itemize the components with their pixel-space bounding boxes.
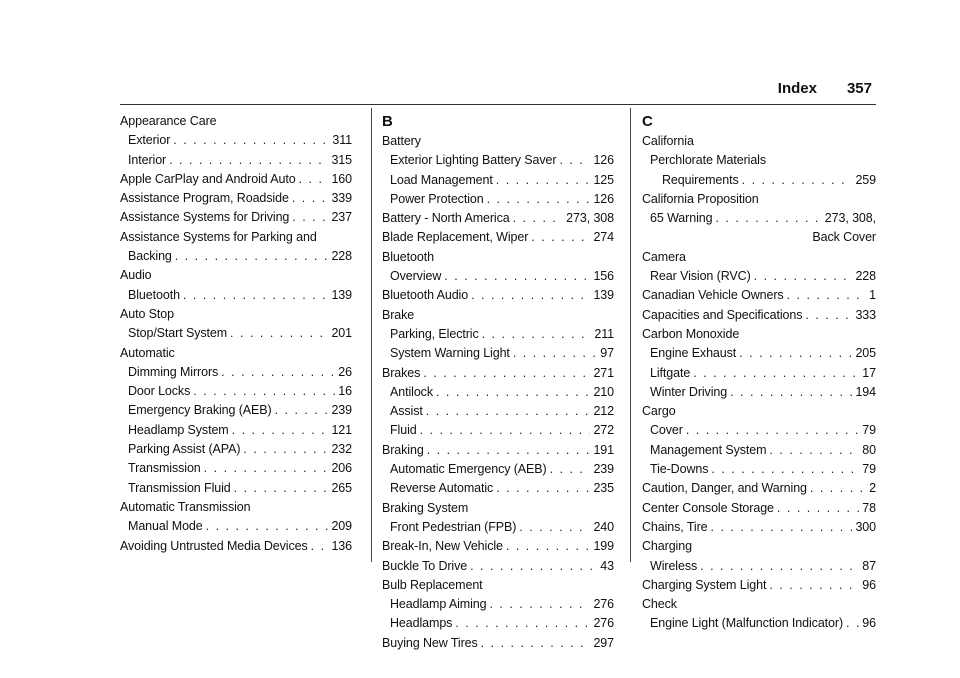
entry-page-ref: 126 (593, 153, 614, 168)
entry-term: Dimming Mirrors (128, 364, 219, 379)
dot-leader (426, 402, 591, 421)
index-entry (642, 402, 876, 421)
entry-term: Capacities and Specifications (642, 307, 803, 322)
index-entry (382, 595, 614, 614)
entry-page-ref: 96 (862, 577, 876, 592)
entry-term: Auto Stop (120, 306, 175, 321)
entry-page-ref: 139 (331, 287, 352, 302)
index-entry (382, 209, 614, 228)
entry-term: Automatic Emergency (AEB) (390, 462, 547, 477)
index-entry (120, 112, 352, 131)
entry-term: Battery (382, 134, 421, 148)
index-entry (120, 363, 352, 382)
entry-page-ref: 156 (593, 269, 614, 284)
index-entry (382, 171, 614, 190)
dot-leader (292, 189, 329, 208)
column-divider (371, 108, 372, 562)
entry-term: Emergency Braking (AEB) (128, 403, 272, 418)
entry-page-ref: 125 (593, 172, 614, 187)
index-entry (382, 132, 614, 151)
entry-term: Cover (650, 423, 683, 438)
index-entry (382, 306, 614, 325)
entry-page-ref: 311 (332, 133, 352, 148)
index-entry (120, 324, 352, 343)
dot-leader (427, 441, 591, 460)
entry-page-ref: 300 (855, 519, 876, 534)
entry-term: Charging (642, 539, 692, 554)
dot-leader (754, 267, 853, 286)
dot-leader (230, 324, 328, 343)
entry-term: Exterior (128, 133, 171, 148)
index-entry (642, 325, 876, 344)
index-entry (642, 518, 876, 537)
entry-term: Check (642, 597, 677, 612)
entry-page-ref: 274 (593, 230, 614, 245)
dot-leader (193, 382, 335, 401)
index-entry (120, 305, 352, 324)
index-entry (642, 479, 876, 498)
entry-page-ref: Back Cover (812, 230, 876, 245)
index-entry (382, 518, 614, 537)
entry-page-ref: 339 (331, 191, 352, 206)
index-entry (120, 479, 352, 498)
entry-term: Tie-Downs (650, 462, 709, 477)
entry-term: Apple CarPlay and Android Auto (120, 171, 296, 186)
entry-term: Exterior Lighting Battery Saver (390, 153, 557, 168)
entry-page-ref: 239 (593, 462, 614, 477)
dot-leader (275, 401, 329, 420)
entry-term: Brake (382, 307, 415, 322)
index-entry (382, 228, 614, 247)
entry-term: Avoiding Untrusted Media Devices (120, 538, 308, 553)
index-entry (382, 537, 614, 556)
index-entry (120, 421, 352, 440)
entry-page-ref: 315 (331, 152, 352, 167)
dot-leader (810, 479, 866, 498)
dot-leader (496, 171, 591, 190)
dot-leader (444, 267, 590, 286)
dot-leader (169, 151, 328, 170)
entry-page-ref: 206 (331, 461, 352, 476)
entry-page-ref: 210 (593, 384, 614, 399)
entry-term: Assistance Program, Roadside (120, 191, 289, 206)
index-entry (642, 557, 876, 576)
entry-term: Overview (390, 269, 442, 284)
entry-term: Liftgate (650, 365, 691, 380)
entry-page-ref: 237 (331, 210, 352, 225)
entry-term: Braking (382, 442, 424, 457)
dot-leader (777, 499, 859, 518)
index-entry (120, 208, 352, 227)
entry-page-ref: 79 (862, 462, 876, 477)
index-entry (382, 441, 614, 460)
dot-leader (519, 518, 590, 537)
index-entry (382, 634, 614, 653)
index-entry (382, 383, 614, 402)
index-entry (642, 421, 876, 440)
entry-term: Parking Assist (APA) (128, 442, 241, 457)
index-entry (642, 576, 876, 595)
entry-page-ref: 333 (855, 307, 876, 322)
entry-page-ref: 79 (862, 423, 876, 438)
dot-leader (513, 344, 597, 363)
dot-leader (489, 595, 590, 614)
dot-leader (715, 209, 821, 228)
entry-term: Antilock (390, 384, 433, 399)
index-entry (642, 614, 876, 633)
index-entry (642, 132, 876, 151)
dot-leader (769, 576, 859, 595)
index-entry (120, 170, 352, 189)
index-entry (120, 440, 352, 459)
index-entry (120, 266, 352, 285)
dot-leader (221, 363, 335, 382)
index-column-c (642, 112, 876, 634)
dot-leader (292, 208, 328, 227)
dot-leader (175, 247, 329, 266)
dot-leader (436, 383, 590, 402)
section-letter-b: B (382, 113, 393, 130)
dot-leader (420, 421, 591, 440)
entry-term: Assistance Systems for Parking and (120, 229, 317, 244)
entry-page-ref: 78 (862, 500, 876, 515)
dot-leader (742, 171, 853, 190)
index-entry (120, 247, 352, 266)
index-entry (120, 228, 352, 247)
section-letter-c: C (642, 113, 653, 130)
index-entry (120, 401, 352, 420)
index-entry (120, 131, 352, 150)
index-entry (120, 537, 352, 556)
entry-page-ref: 194 (855, 384, 876, 399)
dot-leader (846, 614, 859, 633)
entry-term: Brakes (382, 365, 421, 380)
entry-page-ref: 235 (593, 481, 614, 496)
entry-term: Canadian Vehicle Owners (642, 288, 784, 303)
entry-page-ref: 2 (869, 481, 876, 496)
index-entry (382, 267, 614, 286)
entry-page-ref: 272 (593, 423, 614, 438)
entry-page-ref: 276 (593, 616, 614, 631)
entry-page-ref: 201 (331, 326, 352, 341)
dot-leader (769, 441, 859, 460)
entry-page-ref: 80 (862, 442, 876, 457)
index-entry (120, 189, 352, 208)
index-entry (642, 364, 876, 383)
dot-leader (711, 460, 859, 479)
entry-term: Carbon Monoxide (642, 326, 740, 341)
index-entry (642, 383, 876, 402)
index-entry (382, 325, 614, 344)
entry-page-ref: 96 (862, 616, 876, 631)
index-entry (642, 286, 876, 305)
index-entry (120, 344, 352, 363)
index-entry (642, 190, 876, 209)
entry-term: Bluetooth Audio (382, 288, 469, 303)
dot-leader (206, 517, 329, 536)
index-entry (382, 190, 614, 209)
index-entry (382, 402, 614, 421)
entry-term: Assistance Systems for Driving (120, 210, 290, 225)
dot-leader (482, 325, 592, 344)
dot-leader (730, 383, 852, 402)
entry-page-ref: 273, 308, (824, 211, 876, 226)
index-entry (382, 576, 614, 595)
dot-leader (559, 151, 590, 170)
index-entry (642, 306, 876, 325)
entry-term: Audio (120, 268, 152, 283)
entry-page-ref: 240 (593, 519, 614, 534)
entry-term: Stop/Start System (128, 326, 228, 341)
index-entry (642, 171, 876, 190)
entry-term: Camera (642, 249, 686, 264)
index-entry (642, 441, 876, 460)
entry-page-ref: 139 (593, 288, 614, 303)
index-entry (382, 344, 614, 363)
entry-page-ref: 259 (855, 172, 876, 187)
entry-term: Load Management (390, 172, 493, 187)
entry-term: Break-In, New Vehicle (382, 539, 503, 554)
entry-page-ref: 16 (338, 384, 352, 399)
entry-term: Bulb Replacement (382, 577, 483, 592)
dot-leader (805, 306, 852, 325)
dot-leader (232, 421, 329, 440)
column-divider (630, 108, 631, 562)
entry-term: California (642, 134, 694, 148)
dot-leader (487, 190, 591, 209)
entry-page-ref: 232 (331, 442, 352, 457)
index-entry (120, 151, 352, 170)
entry-page-ref: 160 (331, 171, 352, 186)
entry-term: Braking System (382, 500, 469, 515)
entry-page-ref: 265 (331, 480, 352, 495)
dot-leader (470, 557, 597, 576)
page-header (0, 80, 872, 97)
entry-term: 65 Warning (650, 211, 713, 226)
entry-term: Engine Light (Malfunction Indicator) (650, 616, 844, 631)
index-entry (382, 614, 614, 633)
index-entry (642, 248, 876, 267)
entry-page-ref: 228 (855, 269, 876, 284)
entry-page-ref: 121 (331, 422, 352, 437)
index-entry (120, 382, 352, 401)
dot-leader (311, 537, 329, 556)
entry-term: Winter Driving (650, 384, 728, 399)
index-entry (642, 344, 876, 363)
entry-page-ref: 239 (331, 403, 352, 418)
entry-term: Door Locks (128, 384, 191, 399)
entry-page-ref: 271 (593, 365, 614, 380)
dot-leader (481, 634, 591, 653)
page-number: 357 (846, 80, 872, 97)
index-entry (382, 248, 614, 267)
dot-leader (173, 131, 329, 150)
entry-term: Rear Vision (RVC) (650, 269, 751, 284)
entry-term: Chains, Tire (642, 519, 708, 534)
entry-term: Buckle To Drive (382, 558, 468, 573)
dot-leader (550, 460, 591, 479)
index-entry (642, 267, 876, 286)
entry-term: Charging System Light (642, 577, 767, 592)
dot-leader (700, 557, 859, 576)
header-rule (120, 104, 876, 105)
index-entry (642, 499, 876, 518)
dot-leader (299, 170, 329, 189)
index-entry (382, 479, 614, 498)
entry-term: Caution, Danger, and Warning (642, 481, 807, 496)
index-entry (120, 459, 352, 478)
dot-leader (506, 537, 591, 556)
dot-leader (455, 614, 590, 633)
entry-term: Battery - North America (382, 211, 510, 226)
entry-term: Bluetooth (128, 287, 180, 302)
index-entry (382, 151, 614, 170)
dot-leader (513, 209, 564, 228)
dot-leader (183, 286, 329, 305)
entry-term: Automatic Transmission (120, 499, 251, 514)
entry-page-ref: 273, 308 (566, 211, 614, 226)
entry-term: Fluid (390, 423, 417, 438)
entry-page-ref: 43 (600, 558, 614, 573)
entry-term: Headlamp System (128, 422, 229, 437)
entry-term: Reverse Automatic (390, 481, 494, 496)
entry-term: Cargo (642, 404, 676, 419)
page-header-title: Index (777, 80, 817, 97)
entry-term: Appearance Care (120, 114, 217, 128)
entry-term: Transmission (128, 461, 201, 476)
entry-term: Bluetooth (382, 249, 434, 264)
index-entry (382, 286, 614, 305)
index-column-a (120, 112, 352, 556)
entry-page-ref: 205 (855, 346, 876, 361)
entry-term: Automatic (120, 345, 175, 360)
index-entry (642, 151, 876, 170)
dot-leader (423, 364, 590, 383)
index-entry (382, 499, 614, 518)
entry-term: Buying New Tires (382, 635, 478, 650)
dot-leader (234, 479, 329, 498)
entry-term: Blade Replacement, Wiper (382, 230, 529, 245)
entry-page-ref: 228 (331, 249, 352, 264)
index-entry (642, 228, 876, 247)
entry-term: Assist (390, 404, 423, 419)
entry-page-ref: 126 (593, 191, 614, 206)
entry-term: Interior (128, 152, 167, 167)
index-entry (382, 557, 614, 576)
entry-page-ref: 1 (869, 288, 876, 303)
entry-page-ref: 199 (593, 539, 614, 554)
entry-term: System Warning Light (390, 346, 510, 361)
dot-leader (243, 440, 328, 459)
index-entry (120, 517, 352, 536)
entry-term: Headlamp Aiming (390, 597, 487, 612)
dot-leader (693, 364, 859, 383)
index-entry (382, 421, 614, 440)
entry-term: Manual Mode (128, 519, 203, 534)
entry-page-ref: 212 (593, 404, 614, 419)
entry-page-ref: 276 (593, 597, 614, 612)
dot-leader (787, 286, 867, 305)
entry-term: Engine Exhaust (650, 346, 737, 361)
entry-term: Management System (650, 442, 767, 457)
entry-term: Requirements (662, 172, 739, 187)
entry-term: Perchlorate Materials (650, 153, 767, 168)
entry-term: Headlamps (390, 616, 453, 631)
dot-leader (739, 344, 852, 363)
index-column-b (382, 112, 614, 653)
entry-page-ref: 97 (600, 346, 614, 361)
entry-page-ref: 297 (593, 635, 614, 650)
index-entry (642, 595, 876, 614)
entry-term: Transmission Fluid (128, 480, 231, 495)
dot-leader (686, 421, 859, 440)
entry-page-ref: 209 (331, 519, 352, 534)
entry-page-ref: 26 (338, 364, 352, 379)
entry-term: Power Protection (390, 191, 484, 206)
entry-page-ref: 17 (862, 365, 876, 380)
entry-term: California Proposition (642, 191, 759, 206)
entry-term: Backing (128, 249, 172, 264)
dot-leader (471, 286, 590, 305)
dot-leader (204, 459, 329, 478)
entry-term: Front Pedestrian (FPB) (390, 519, 517, 534)
index-entry (642, 460, 876, 479)
entry-term: Center Console Storage (642, 500, 774, 515)
index-entry (382, 460, 614, 479)
index-entry (382, 364, 614, 383)
dot-leader (531, 228, 590, 247)
dot-leader (711, 518, 853, 537)
entry-page-ref: 136 (331, 538, 352, 553)
entry-page-ref: 87 (862, 558, 876, 573)
index-entry (120, 498, 352, 517)
index-entry (642, 537, 876, 556)
entry-term: Parking, Electric (390, 326, 479, 341)
entry-term: Wireless (650, 558, 698, 573)
entry-page-ref: 211 (594, 326, 614, 341)
index-entry (120, 286, 352, 305)
index-entry (642, 209, 876, 228)
entry-page-ref: 191 (593, 442, 614, 457)
dot-leader (496, 479, 590, 498)
